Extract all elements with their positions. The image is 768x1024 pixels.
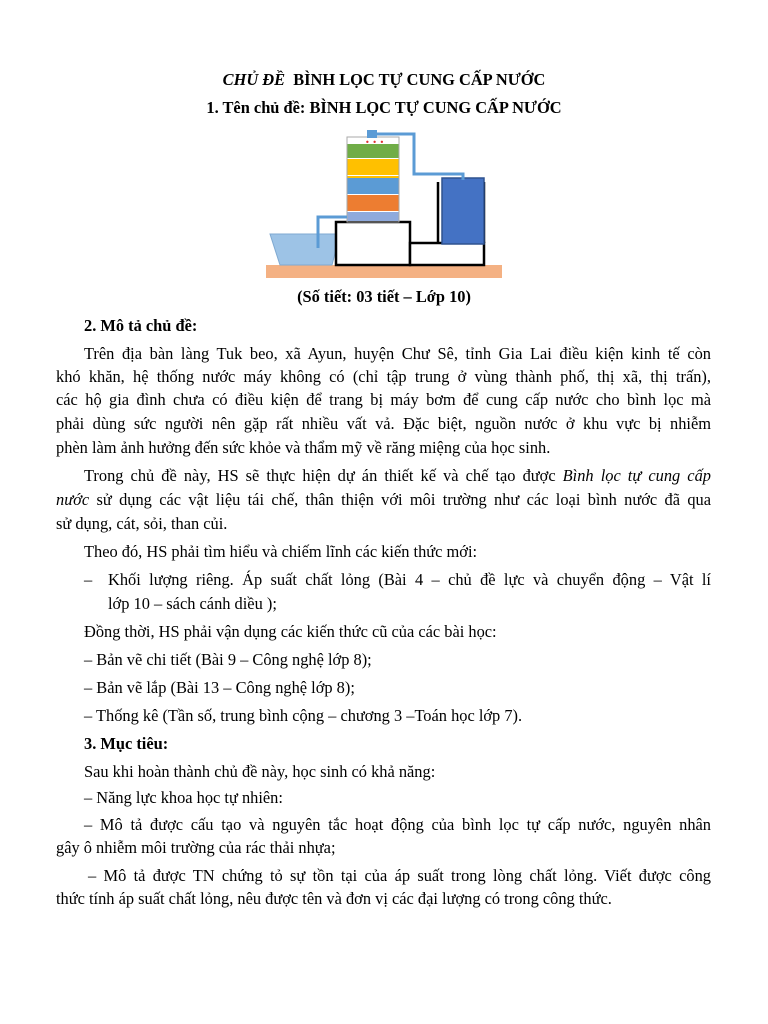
para2-line-2: nước sử dụng các vật liệu tái chế, thân thiện với môi trường như các loại bình nước đã qua (56, 490, 711, 509)
para1-line-5: phèn làm ảnh hưởng đến sức khỏe và thẩm mỹ về răng miệng của học sinh. (56, 438, 551, 457)
period-note: (Số tiết: 03 tiết – Lớp 10) (297, 287, 471, 306)
para2-line-1: Trong chủ đề này, HS sẽ thực hiện dự án thiết kế và chế tạo được Bình lọc tự cung cấp (84, 466, 711, 485)
list-item: – Bản vẽ chi tiết (Bài 9 – Công nghệ lớp 8); (84, 650, 372, 669)
bullet1-line-1: Khối lượng riêng. Áp suất chất lỏng (Bài 4 – chủ đề lực và chuyển động – Vật lí (108, 570, 711, 589)
filter-layer-6 (347, 212, 399, 221)
section2-heading: 2. Mô tả chủ đề: (84, 316, 198, 335)
para4: Đồng thời, HS phải vận dụng các kiến thức cũ của các bài học: (84, 622, 497, 641)
title-prefix: CHỦ ĐỀ (222, 70, 286, 89)
section1-heading: 1. Tên chủ đề: BÌNH LỌC TỰ CUNG CẤP NƯỚC (206, 98, 562, 117)
para2-line-3: sử dụng, cát, sỏi, than củi. (56, 514, 228, 533)
base-board (266, 265, 502, 278)
document-title (0, 70, 768, 90)
goal2-line-1: – Mô tả được TN chứng tỏ sự tồn tại của áp suất trong lòng chất lỏng. Viết được công (88, 866, 711, 885)
list-item: – Bản vẽ lắp (Bài 13 – Công nghệ lớp 8); (84, 678, 355, 697)
svg-text:• • •: • • • (365, 138, 385, 147)
goal1-line-1: – Mô tả được cấu tạo và nguyên tắc hoạt động của bình lọc tự cấp nước, nguyên nhân (84, 815, 711, 834)
filter-layer-5 (347, 195, 399, 211)
goal1-line-2: gây ô nhiễm môi trường của rác thải nhựa; (56, 838, 336, 857)
bullet1-line-2: lớp 10 – sách cánh diều ); (108, 594, 277, 613)
goal2-line-2: thức tính áp suất chất lỏng, nêu được tên và đơn vị các đại lượng có trong công thức. (56, 889, 612, 908)
para1-line-4: phải dùng sức người nên gặp rất nhiều vất vả. Đặc biệt, nguồn nước ở khu vực bị nhiễm (56, 414, 711, 433)
basin-shape (270, 234, 340, 265)
para1-line-1: Trên địa bàn làng Tuk beo, xã Ayun, huyện Chư Sê, tỉnh Gia Lai điều kiện kinh tế còn (84, 344, 711, 363)
section3-intro: Sau khi hoàn thành chủ đề này, học sinh có khả năng: (84, 762, 436, 781)
stand-block-left (336, 222, 410, 265)
para3: Theo đó, HS phải tìm hiểu và chiếm lĩnh các kiến thức mới: (84, 542, 478, 561)
para1-line-3: các hộ gia đình chưa có điều kiện để trang bị máy bơm để cung cấp nước cho bình lọc mà (56, 390, 711, 409)
filter-layer-4 (347, 178, 399, 194)
water-filter-diagram-icon (264, 128, 504, 280)
para1-line-2: khó khăn, hệ thống nước máy không có (chỉ tập trung ở vùng thành phố, thị xã, thị trấn), (56, 367, 711, 386)
inlet-nozzle (367, 130, 377, 138)
list-item: – Thống kê (Tần số, trung bình cộng – chương 3 –Toán học lớp 7). (84, 706, 523, 725)
bullet1-dash: – (84, 570, 93, 589)
filter-layer-2 (347, 159, 399, 175)
stand-block-right (410, 243, 484, 265)
section3-heading: 3. Mục tiêu: (84, 734, 169, 753)
water-tank (442, 178, 484, 244)
competency-heading: – Năng lực khoa học tự nhiên: (84, 788, 283, 807)
title-main: BÌNH LỌC TỰ CUNG CẤP NƯỚC (293, 70, 546, 89)
